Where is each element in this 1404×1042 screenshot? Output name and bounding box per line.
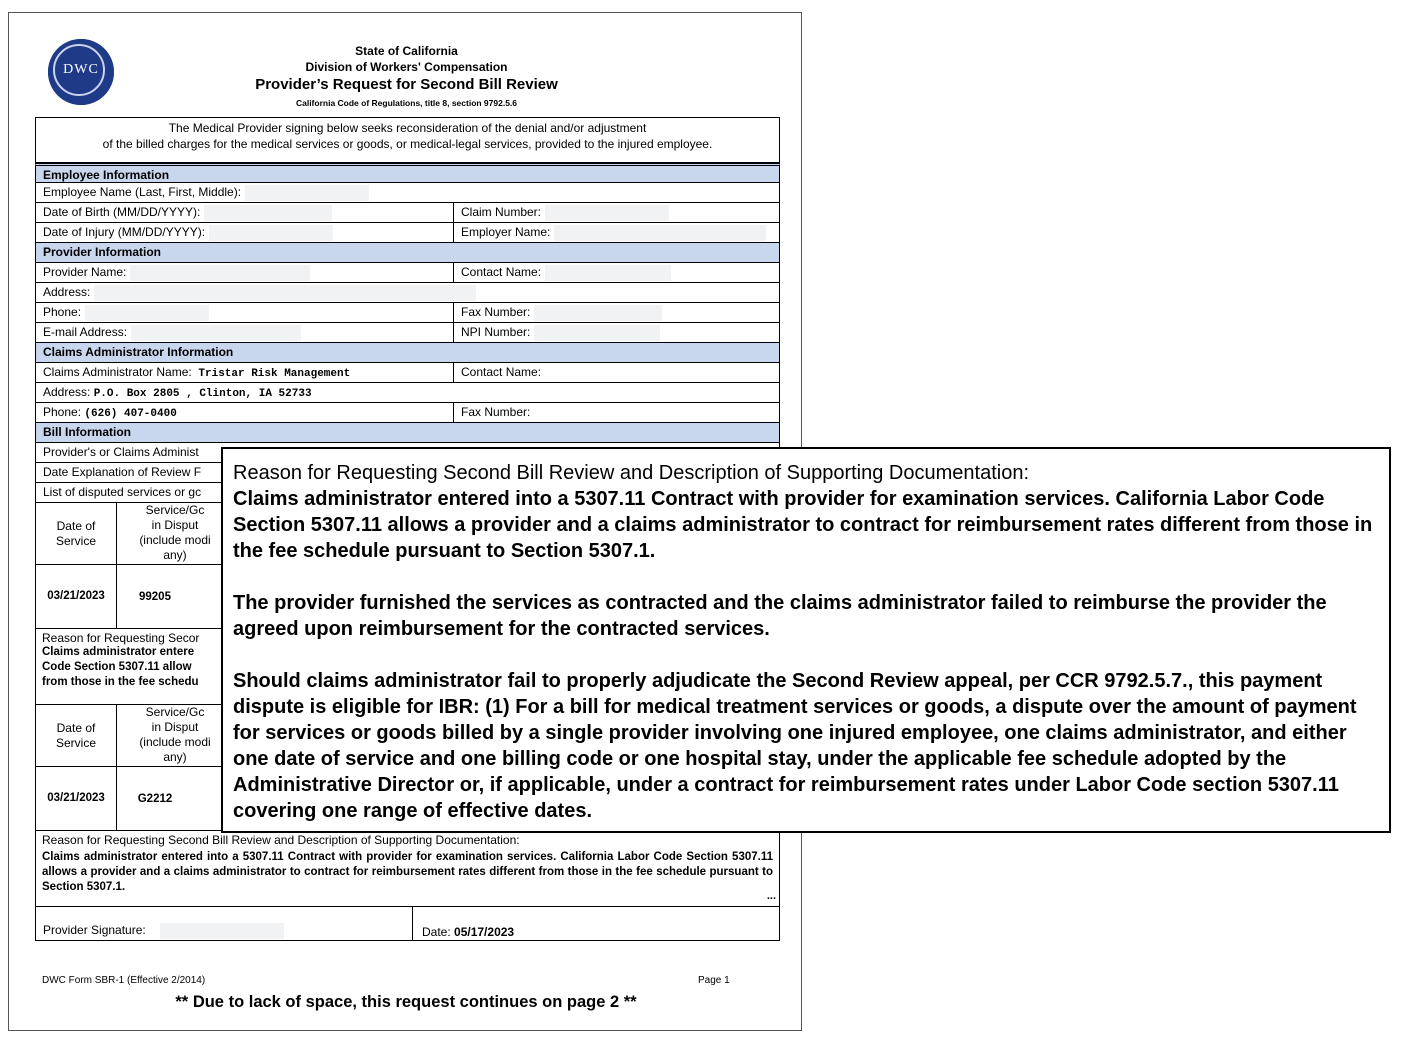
continuation-note: ** Due to lack of space, this request continues on page 2 ** <box>175 993 637 1011</box>
npi-label: NPI Number: <box>461 325 531 339</box>
employer-name-label: Employer Name: <box>461 225 551 239</box>
form-id: DWC Form SBR-1 (Effective 2/2014) <box>42 975 206 986</box>
provider-contact-label: Contact Name: <box>461 265 542 279</box>
claims-admin-name-value[interactable]: Tristar Risk Management <box>198 368 351 380</box>
provider-name-row <box>35 263 780 283</box>
date-label: Date: <box>422 925 451 939</box>
signature-label: Provider Signature: <box>43 923 146 938</box>
provider-phone-label: Phone: <box>43 305 82 319</box>
service-code-2: G2212 <box>137 793 173 805</box>
provider-address-field[interactable] <box>94 285 476 301</box>
overlay-paragraph-2: The provider furnished the services as contracted and the claims administrator failed to reimburse the provider the agreed upon reimbursement for the contracted services. <box>233 592 1327 640</box>
employee-name-field[interactable] <box>245 185 369 201</box>
claims-admin-address-value[interactable]: P.O. Box 2805 , Clinton, IA 52733 <box>93 388 312 400</box>
provider-fax-field[interactable] <box>534 305 662 321</box>
bill-row-1: Provider's or Claims Administ <box>35 443 780 463</box>
claim-number-label: Claim Number: <box>461 205 542 219</box>
claims-admin-address-row <box>35 383 780 403</box>
provider-section-header: Provider Information <box>35 243 780 263</box>
form-title: Provider’s Request for Second Bill Review <box>255 76 558 93</box>
claims-admin-contact-label: Contact Name: <box>461 365 542 379</box>
employer-name-field[interactable] <box>554 225 766 241</box>
intro-line-2: of the billed charges for the medical services or goods, or medical-legal services, provided to the injured employee. <box>102 137 713 151</box>
reason-zoom-callout <box>221 447 1391 833</box>
employee-name-label: Employee Name (Last, First, Middle): <box>43 185 242 199</box>
service-table-header-2: Date of Service Service/Gc in Disput (include modi any) <box>35 705 780 767</box>
dob-label: Date of Birth (MM/DD/YYYY): <box>43 205 201 219</box>
npi-field[interactable] <box>534 325 660 341</box>
page-number: Page 1 <box>698 975 730 986</box>
provider-address-row <box>35 283 780 303</box>
overlay-paragraph-1: Claims administrator entered into a 5307.11 Contract with provider for examination services. California Labor Code Section 5307.11 allows a provider and a claims administrator to contract for reimbursement rates different from those in the fee schedule pursuant to Section 5307.1. <box>233 488 1373 562</box>
service-table-header-1: Date of Service Service/Gc in Disput (include modi any) <box>35 503 780 565</box>
doi-field[interactable] <box>209 225 333 241</box>
provider-contact-field[interactable] <box>545 265 671 281</box>
dob-row <box>35 203 780 223</box>
claims-admin-phone-value[interactable]: (626) 407-0400 <box>84 408 177 420</box>
regulation-citation: California Code of Regulations, title 8, section 9792.5.6 <box>295 98 518 108</box>
provider-fax-label: Fax Number: <box>461 305 531 319</box>
claims-admin-name-label: Claims Administrator Name: <box>43 365 192 379</box>
provider-email-row <box>35 323 780 343</box>
bill-row-3: List of disputed services or gc <box>35 483 780 503</box>
claims-admin-name-row <box>35 363 780 383</box>
employee-section-header: Employee Information <box>35 163 780 183</box>
provider-phone-row <box>35 303 780 323</box>
claims-admin-fax-label: Fax Number: <box>461 405 531 419</box>
doi-label: Date of Injury (MM/DD/YYYY): <box>43 225 206 239</box>
employee-name-row <box>35 183 780 203</box>
seal-text: DWC <box>63 62 99 77</box>
doi-row <box>35 223 780 243</box>
reason-full-box <box>35 831 780 907</box>
state-heading: State of California <box>355 44 458 58</box>
reason-partial-1: Reason for Requesting Secor Claims administrator entere Code Section 5307.11 allow from those in the fee schedu <box>35 629 780 705</box>
overlay-paragraph-3: Should claims administrator fail to properly adjudicate the Second Review appeal, per CCR 9792.5.7., this payment dispute is eligible for IBR: (1) For a bill for medical treatment services or goods, a dispute over the amount of payment for services or goods billed by a single provider involving one injured employee, one claims administrator, and either one date of service and one billing code or one hospital stay, under the applicable fee schedule adopted by the Administrative Director or, if applicable, under a contract for reimbursement rates under Labor Code section 5307.11 covering one range of effective dates. <box>233 670 1357 822</box>
service-code-1: 99205 <box>139 591 171 603</box>
reason-full-text[interactable]: Claims administrator entered into a 5307.11 Contract with provider for examination services. California Labor Code Section 5307.11 allows a provider and a claims administrator to contract for reimbursement rates different from those in the fee schedule pursuant to Section 5307.1. <box>42 851 773 893</box>
intro-box <box>35 117 780 163</box>
date-of-service-header: Date of Service <box>55 519 96 548</box>
signature-row <box>35 907 780 941</box>
provider-email-label: E-mail Address: <box>43 325 128 339</box>
bill-row-2: Date Explanation of Review F <box>35 463 780 483</box>
provider-name-label: Provider Name: <box>43 265 127 279</box>
reason-ellipsis: ... <box>766 890 776 902</box>
claims-admin-phone-label: Phone: <box>43 405 82 419</box>
intro-line-1: The Medical Provider signing below seeks reconsideration of the denial and/or adjustment <box>168 121 647 135</box>
service-date-2: 03/21/2023 <box>47 792 105 804</box>
reason-full-label: Reason for Requesting Second Bill Review and Description of Supporting Documentation: <box>42 833 520 847</box>
division-heading: Division of Workers' Compensation <box>305 60 508 74</box>
bill-section-header: Bill Information <box>35 423 780 443</box>
date-value[interactable]: 05/17/2023 <box>454 925 515 939</box>
provider-phone-field[interactable] <box>85 305 209 321</box>
provider-name-field[interactable] <box>130 265 310 281</box>
signature-field[interactable] <box>160 923 284 939</box>
claim-number-field[interactable] <box>545 205 669 221</box>
provider-address-label: Address: <box>43 285 91 299</box>
provider-email-field[interactable] <box>131 325 301 341</box>
service-date-1: 03/21/2023 <box>47 590 105 602</box>
dob-field[interactable] <box>204 205 332 221</box>
claims-admin-section-header: Claims Administrator Information <box>35 343 780 363</box>
claims-admin-phone-row <box>35 403 780 423</box>
overlay-label: Reason for Requesting Second Bill Review and Description of Supporting Documentation: <box>233 462 1030 484</box>
claims-admin-address-label: Address: <box>43 385 91 399</box>
dwc-seal-logo <box>48 39 114 105</box>
